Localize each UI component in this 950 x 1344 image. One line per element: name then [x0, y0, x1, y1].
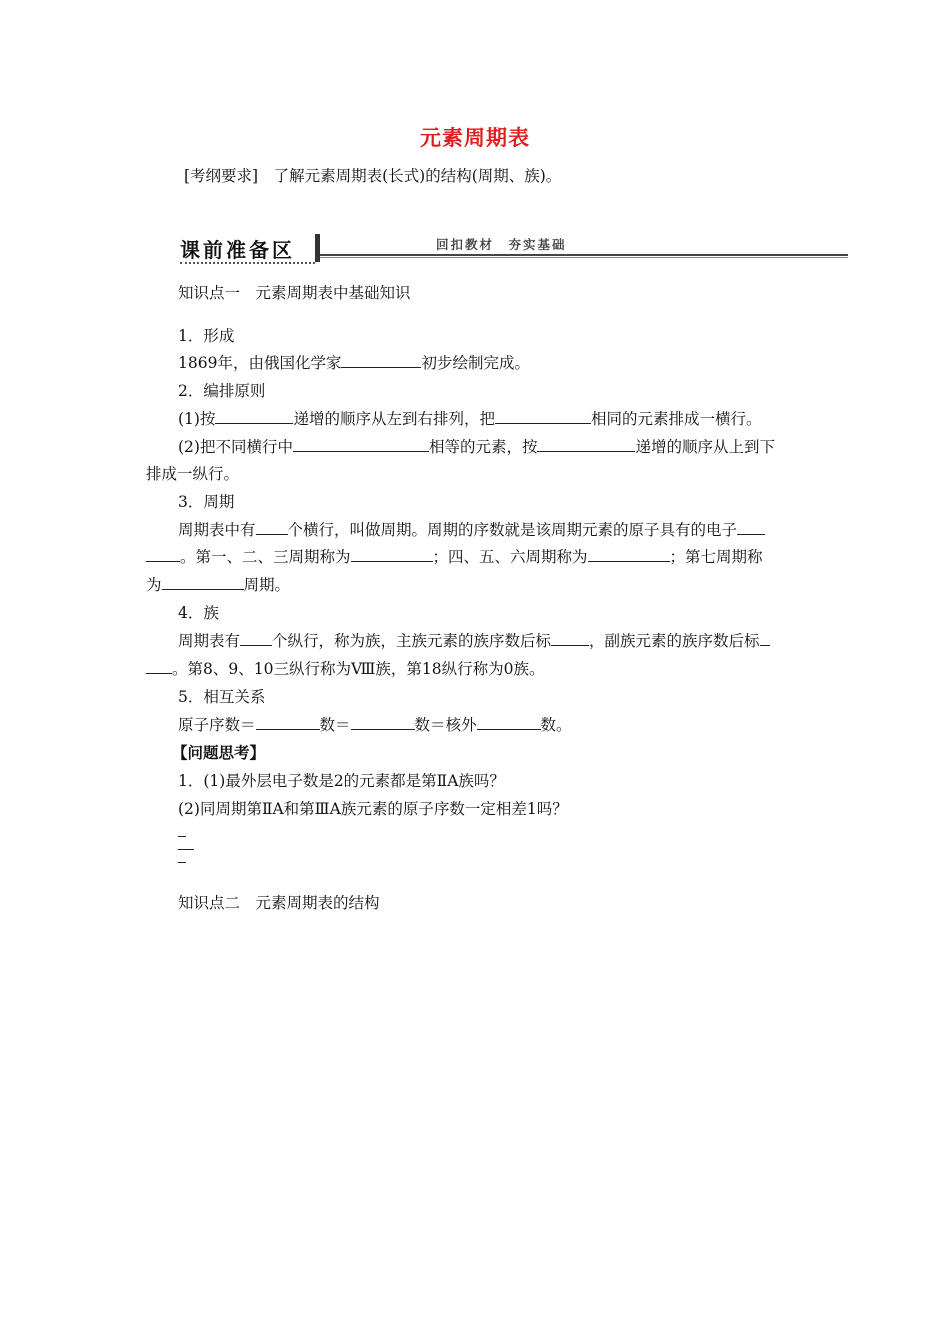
section-3-text-2: 。第一、二、三周期称为 ；四、五、六周期称为 ；第七周期称 [146, 547, 763, 567]
exam-requirement: [考纲要求] 了解元素周期表(长式)的结构(周期、族)。 [184, 167, 562, 185]
fill-blank[interactable] [588, 547, 670, 562]
section-banner [180, 232, 848, 268]
answer-blank-marks[interactable] [178, 836, 194, 863]
fill-blank[interactable] [293, 437, 429, 452]
fill-blank[interactable] [737, 520, 765, 535]
section-4-title: 4．族 [178, 604, 219, 622]
fill-blank[interactable] [215, 409, 293, 424]
section-2-item-2-cont: 排成一纵行。 [146, 465, 240, 483]
fill-blank[interactable] [551, 631, 589, 646]
fill-blank[interactable] [341, 353, 421, 368]
banner-sub-label: 回扣教材 夯实基础 [436, 237, 567, 252]
fill-blank[interactable] [256, 520, 288, 535]
banner-rule-thin [320, 257, 848, 258]
section-4-text-1: 周期表有 个纵行，称为族，主族元素的族序数后标 ，副族元素的族序数后标 [178, 631, 770, 651]
section-5-title: 5．相互关系 [178, 688, 266, 706]
banner-main-label: 课前准备区 [180, 238, 295, 262]
fill-blank[interactable] [162, 575, 244, 590]
section-3-text-1: 周期表中有 个横行，叫做周期。周期的序数就是该周期元素的原子具有的电子 [178, 520, 765, 540]
fill-blank[interactable] [351, 715, 415, 730]
section-1-text: 1869年，由俄国化学家 初步绘制完成。 [178, 354, 530, 372]
question-label: 【问题思考】 [172, 743, 266, 762]
fill-blank[interactable] [146, 547, 180, 562]
section-2-item-2: (2)把不同横行中 相等的元素，按 递增的顺序从上到下 [178, 438, 775, 456]
section-4-text-2: 。第8、9、10三纵行称为Ⅷ族，第18纵行称为0族。 [146, 659, 544, 679]
fill-blank[interactable] [256, 715, 320, 730]
page-title: 元素周期表 [420, 125, 530, 150]
section-5-text: 原子序数＝ 数＝ 数＝核外 数。 [178, 716, 572, 734]
banner-rule [320, 254, 848, 256]
banner-dotted-underline [180, 262, 315, 264]
section-3-text-3: 为 周期。 [146, 576, 291, 594]
fill-blank[interactable] [760, 631, 770, 646]
question-1: 1．(1)最外层电子数是2的元素都是第ⅡA族吗？ [178, 772, 505, 790]
knowledge-point-1-heading: 知识点一 元素周期表中基础知识 [178, 284, 411, 302]
fill-blank[interactable] [477, 715, 541, 730]
fill-blank[interactable] [240, 631, 272, 646]
fill-blank[interactable] [351, 547, 433, 562]
fill-blank[interactable] [495, 409, 591, 424]
fill-blank[interactable] [146, 659, 172, 674]
section-1-title: 1．形成 [178, 327, 235, 345]
knowledge-point-2-heading: 知识点二 元素周期表的结构 [178, 894, 380, 912]
section-3-title: 3．周期 [178, 493, 235, 511]
fill-blank[interactable] [537, 437, 635, 452]
question-2: (2)同周期第ⅡA和第ⅢA族元素的原子序数一定相差1吗？ [178, 800, 568, 818]
section-2-title: 2．编排原则 [178, 382, 266, 400]
section-2-item-1: (1)按 递增的顺序从左到右排列，把 相同的元素排成一横行。 [178, 410, 762, 428]
